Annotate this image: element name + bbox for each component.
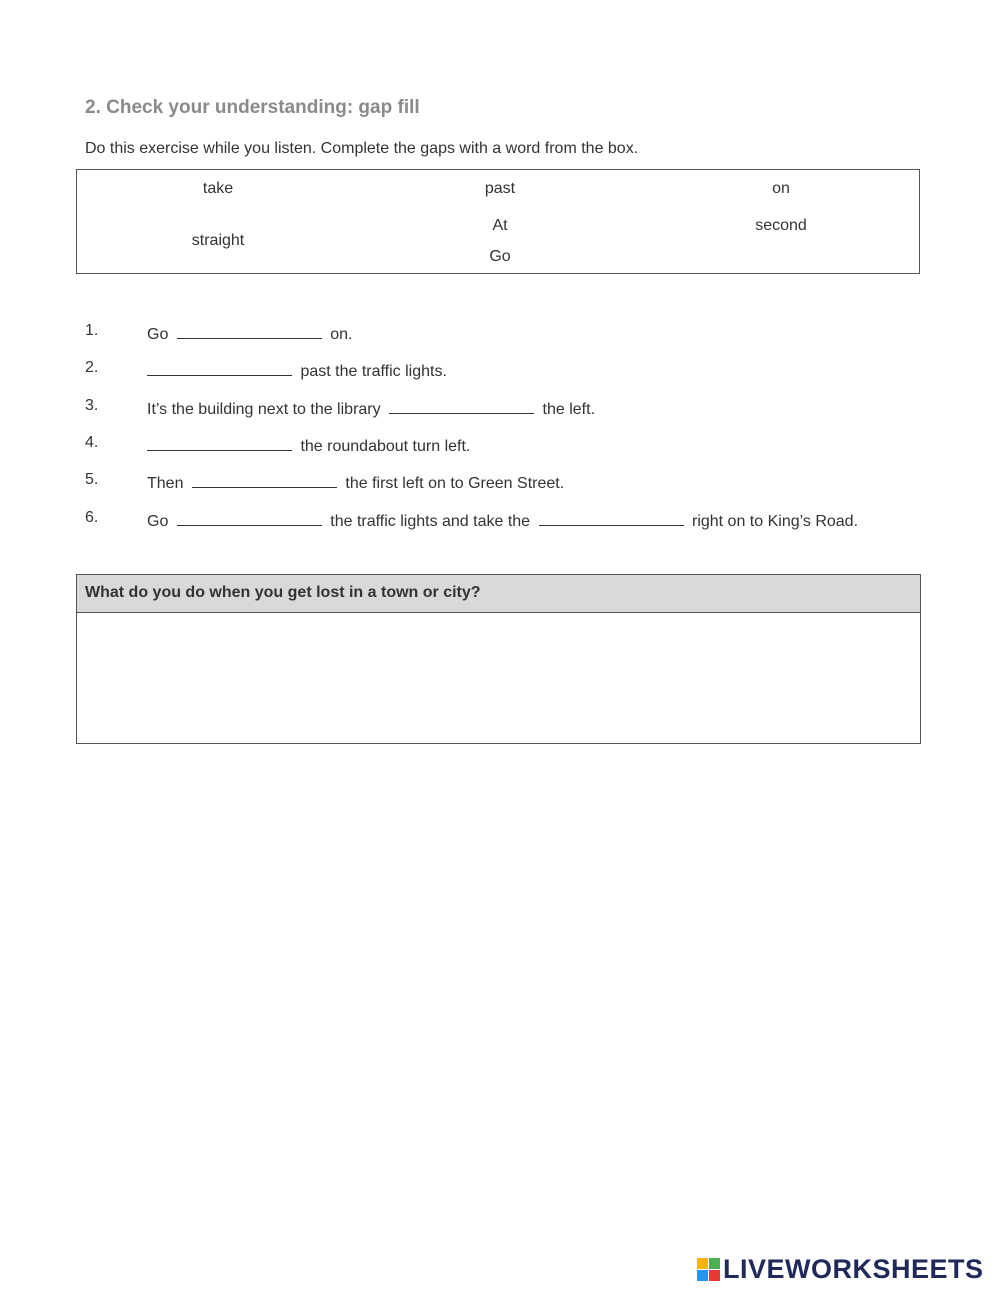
answer-gap[interactable]: [147, 434, 292, 451]
instructions: Do this exercise while you listen. Complete the gaps with a word from the box.: [85, 140, 639, 157]
word-second: second: [755, 217, 807, 234]
discussion-box: [76, 574, 921, 744]
liveworksheets-logo: [697, 1256, 984, 1283]
discussion-question: What do you do when you get lost in a town or city?: [77, 575, 920, 613]
question-number: 3.: [85, 397, 99, 414]
question-text: It’s the building next to the library: [147, 401, 381, 418]
word-go: Go: [489, 248, 511, 265]
question-number: 5.: [85, 471, 99, 488]
discussion-answer-area[interactable]: [77, 613, 920, 743]
answer-gap[interactable]: [389, 397, 534, 414]
answer-gap[interactable]: [539, 509, 684, 526]
question-text: right on to King’s Road.: [691, 513, 859, 530]
word-straight: straight: [191, 232, 245, 249]
answer-gap[interactable]: [147, 359, 292, 376]
question-number: 6.: [85, 509, 99, 526]
brand-name: LIVEWORKSHEETS: [723, 1254, 984, 1284]
question-text: on.: [330, 326, 353, 343]
question-text: the roundabout turn left.: [300, 438, 471, 455]
word-on: on: [772, 180, 790, 197]
question-number: 1.: [85, 322, 99, 339]
question-text: Go: [147, 513, 169, 530]
question-text: the traffic lights and take the: [330, 513, 531, 530]
logo-blocks-icon: [697, 1258, 720, 1281]
question-number: 2.: [85, 359, 99, 376]
word-take: take: [202, 180, 234, 197]
answer-gap[interactable]: [177, 322, 322, 339]
question-text: the first left on to Green Street.: [345, 475, 565, 492]
question-text: past the traffic lights.: [300, 363, 447, 380]
question-number: 4.: [85, 434, 99, 451]
word-past: past: [484, 180, 516, 197]
worksheet-title: 2. Check your understanding: gap fill: [85, 97, 420, 118]
word-at: At: [492, 217, 508, 234]
question-text: Then: [147, 475, 184, 492]
word-box: [76, 169, 920, 274]
question-text: the left.: [542, 401, 596, 418]
answer-gap[interactable]: [192, 471, 337, 488]
question-text: Go: [147, 326, 169, 343]
answer-gap[interactable]: [177, 509, 322, 526]
